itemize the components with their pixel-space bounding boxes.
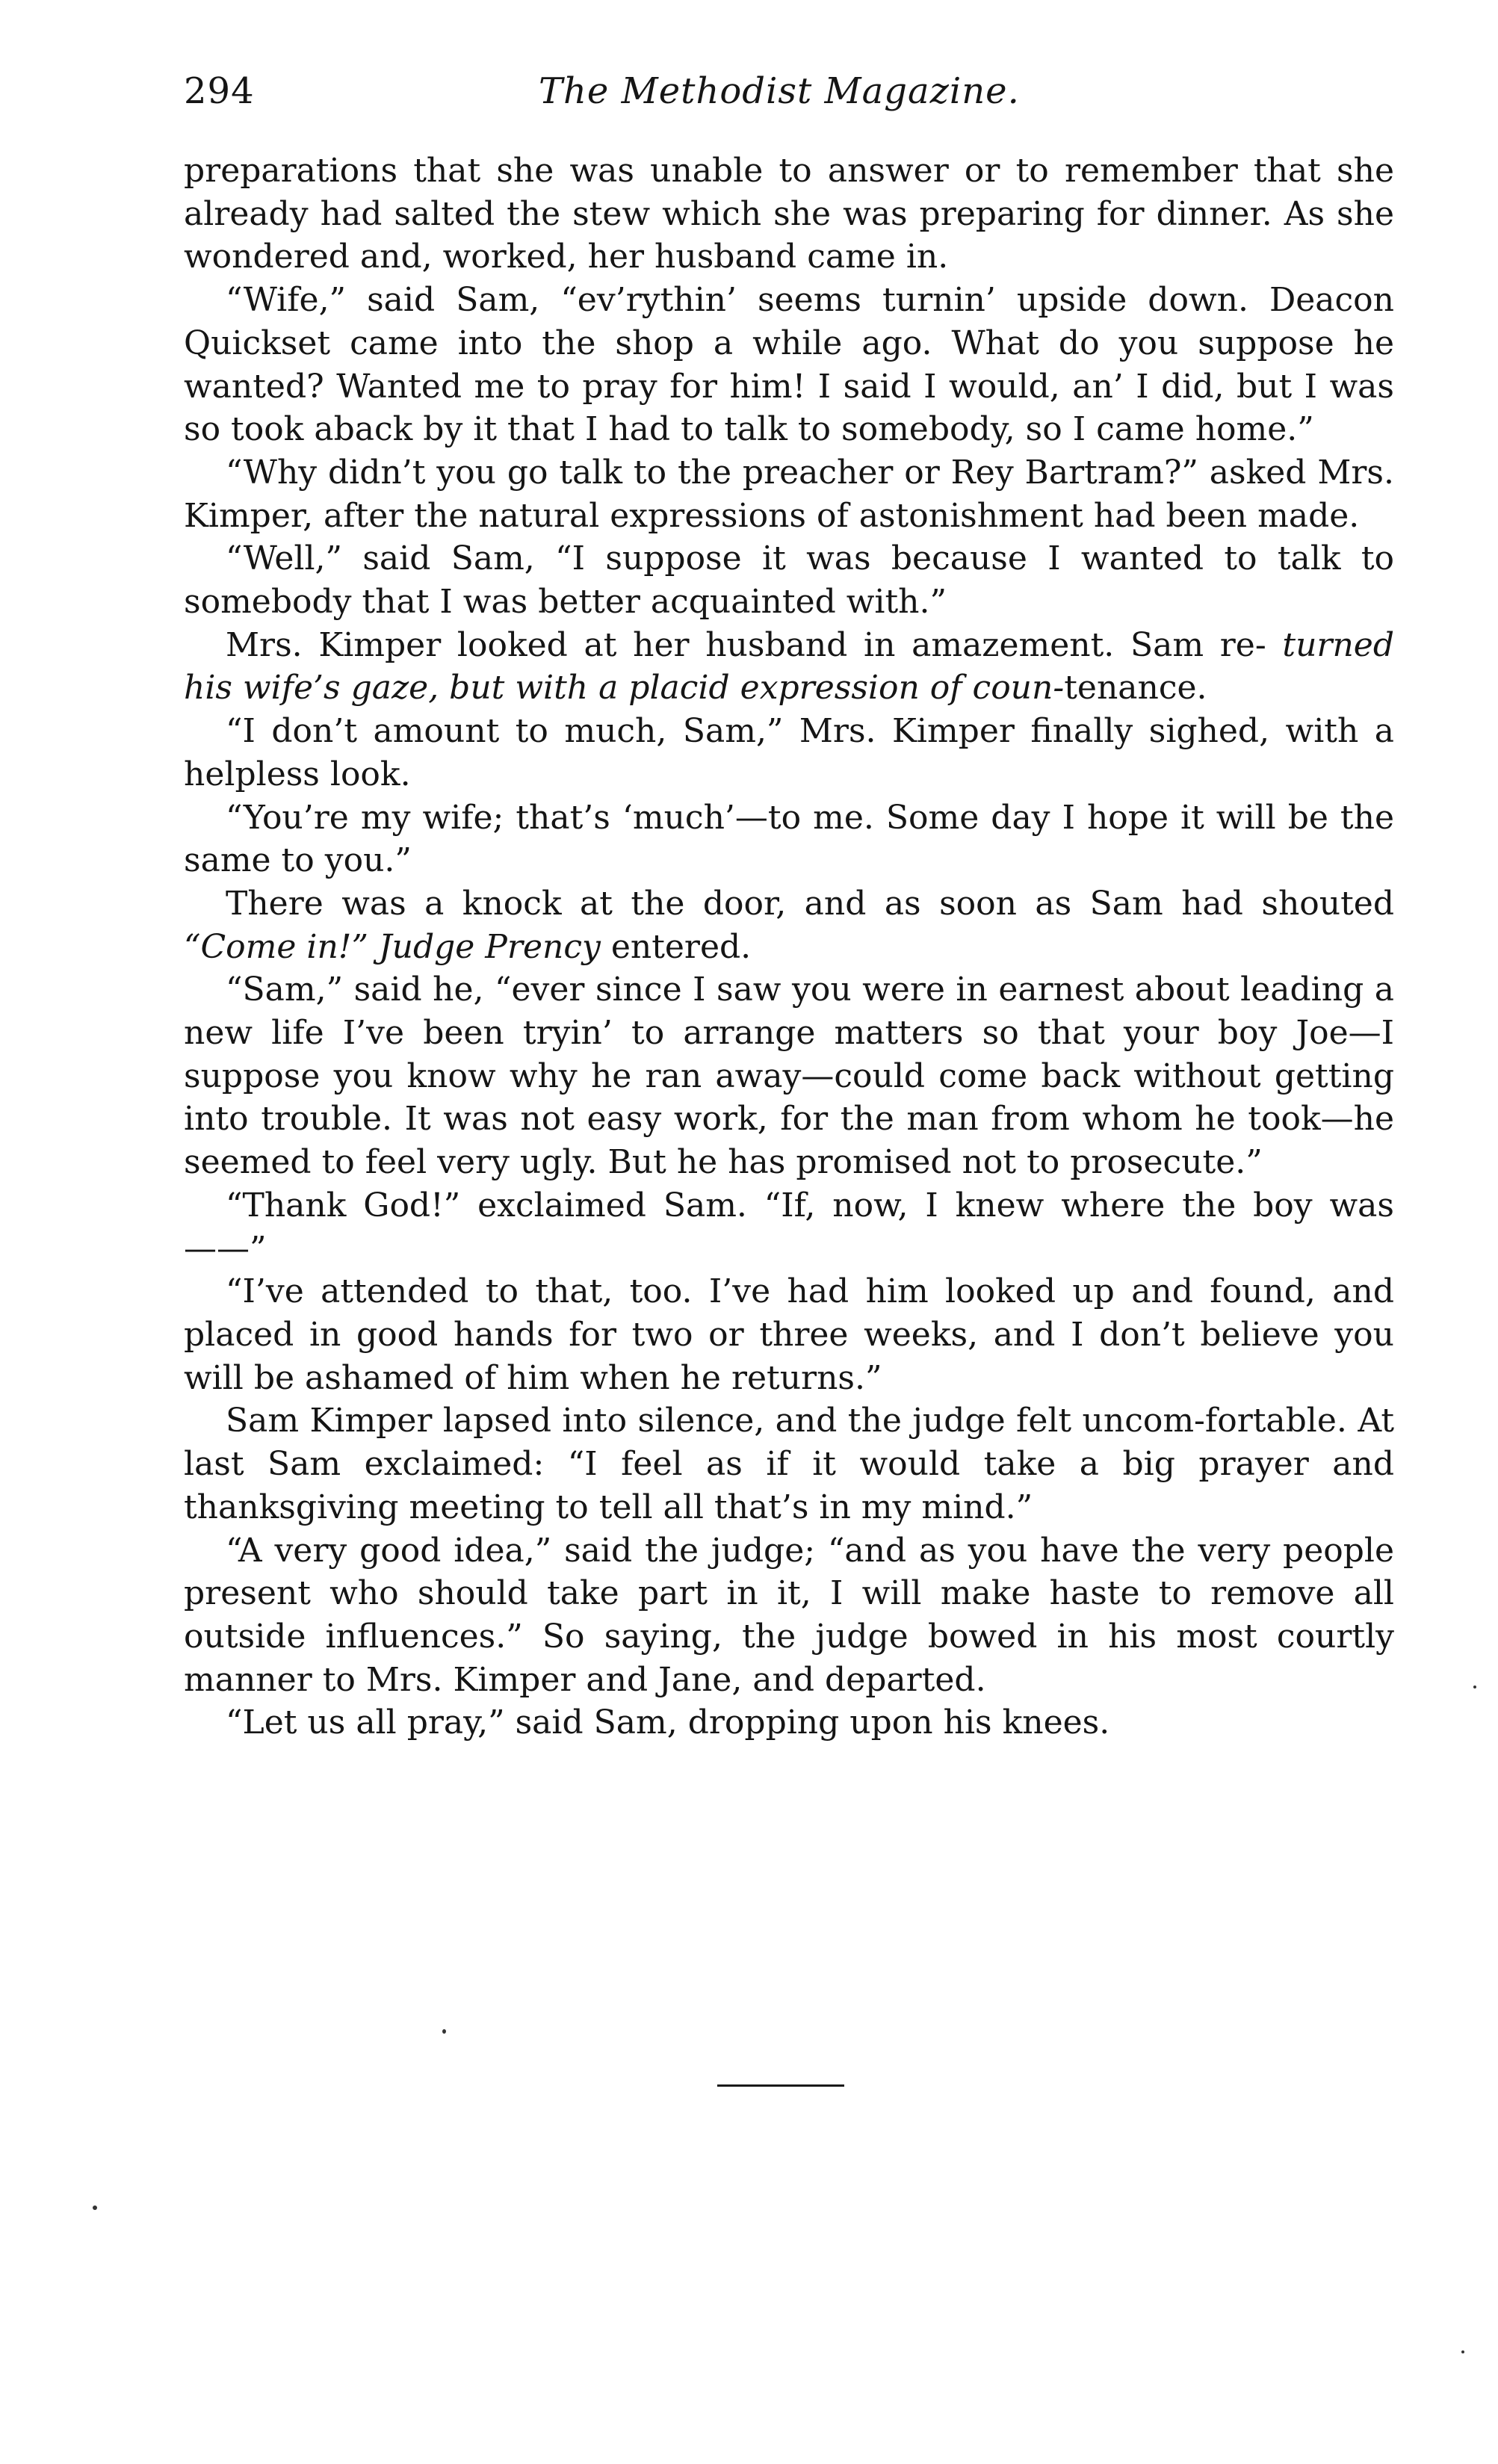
- paragraph-attended: “I’ve attended to that, too. I’ve had him looked up and found, and placed in good hands for two or three weeks, and I don’t believe you will be ashamed of him when he returns.”: [184, 1272, 1394, 1397]
- body-text: [184, 149, 1394, 1745]
- running-head: [184, 61, 1391, 121]
- print-speck: [93, 2205, 97, 2210]
- paragraph-amazement-roman: Mrs. Kimper looked at her husband in amazement. Sam re-: [226, 625, 1266, 664]
- print-speck: [442, 2029, 446, 2034]
- paragraph-amazement-italic: turned his wife’s gaze, but with a placid expression of coun-: [184, 625, 1394, 708]
- paragraph-silence: Sam Kimper lapsed into silence, and the judge felt uncom-fortable. At last Sam exclaimed: “I feel as if it would take a big prayer and thanksgiving meeting to tell all that’s in my mind.”: [184, 1402, 1394, 1526]
- paragraph-preacher-question: “Why didn’t you go talk to the preacher or Rey Bartram?” asked Mrs. Kimper, after the natural expressions of astonishment had been made.: [184, 453, 1394, 535]
- paragraph-knock: [184, 882, 1394, 968]
- paragraph-knock-start: There was a knock at the door, and as soon as Sam had shouted: [226, 884, 1394, 923]
- paragraph-judge-speech: “Sam,” said he, “ever since I saw you were in earnest about leading a new life I’ve been tryin’ to arrange matters so that your boy Joe—I suppose you know why he ran away—could come back without getting into trouble. It was not easy work, for the man from whom he took—he seemed to feel very ugly. But he has promised not to prosecute.”: [184, 971, 1394, 1182]
- print-speck: [1473, 1686, 1476, 1688]
- section-end-rule: [717, 2084, 844, 2087]
- print-speck: [1461, 2350, 1464, 2353]
- paragraph-good-idea: “A very good idea,” said the judge; “and as you have the very people present who should take part in it, I will make haste to remove all outside influences.” So saying, the judge bowed in his most courtly manner to Mrs. Kimper and Jane, and departed.: [184, 1531, 1394, 1699]
- journal-title: The Methodist Magazine.: [539, 70, 1020, 112]
- paragraph-knock-italic: “Come in!” Judge Prency: [184, 927, 601, 966]
- paragraph-let-us-pray: “Let us all pray,” said Sam, dropping upon his knees.: [226, 1703, 1110, 1742]
- paragraph-continued: preparations that she was unable to answer or to remember that she already had salted the stew which she was preparing for dinner. As she wondered and, worked, her husband came in.: [184, 152, 1394, 276]
- paragraph-sam-wife: “Wife,” said Sam, “ev’rythin’ seems turnin’ upside down. Deacon Quickset came into the shop a while ago. What do you suppose he wanted? Wanted me to pray for him! I said I would, an’ I did, but I was so took aback by it that I had to talk to somebody, so I came home.”: [184, 281, 1394, 449]
- paragraph-thank-god: “Thank God!” exclaimed Sam. “If, now, I knew where the boy was——”: [184, 1186, 1394, 1268]
- paragraph-my-wife: “You’re my wife; that’s ‘much’—to me. Some day I hope it will be the same to you.”: [184, 798, 1394, 880]
- paragraph-better-acquainted: “Well,” said Sam, “I suppose it was because I wanted to talk to somebody that I was better acquainted with.”: [184, 539, 1394, 622]
- paragraph-knock-end: entered.: [600, 927, 752, 966]
- paragraph-amount-to-much: “I don’t amount to much, Sam,” Mrs. Kimper finally sighed, with a helpless look.: [184, 712, 1394, 793]
- page-number: 294: [184, 70, 255, 112]
- paragraph-amazement-end: tenance.: [1064, 669, 1207, 708]
- paragraph-amazement: [184, 624, 1394, 710]
